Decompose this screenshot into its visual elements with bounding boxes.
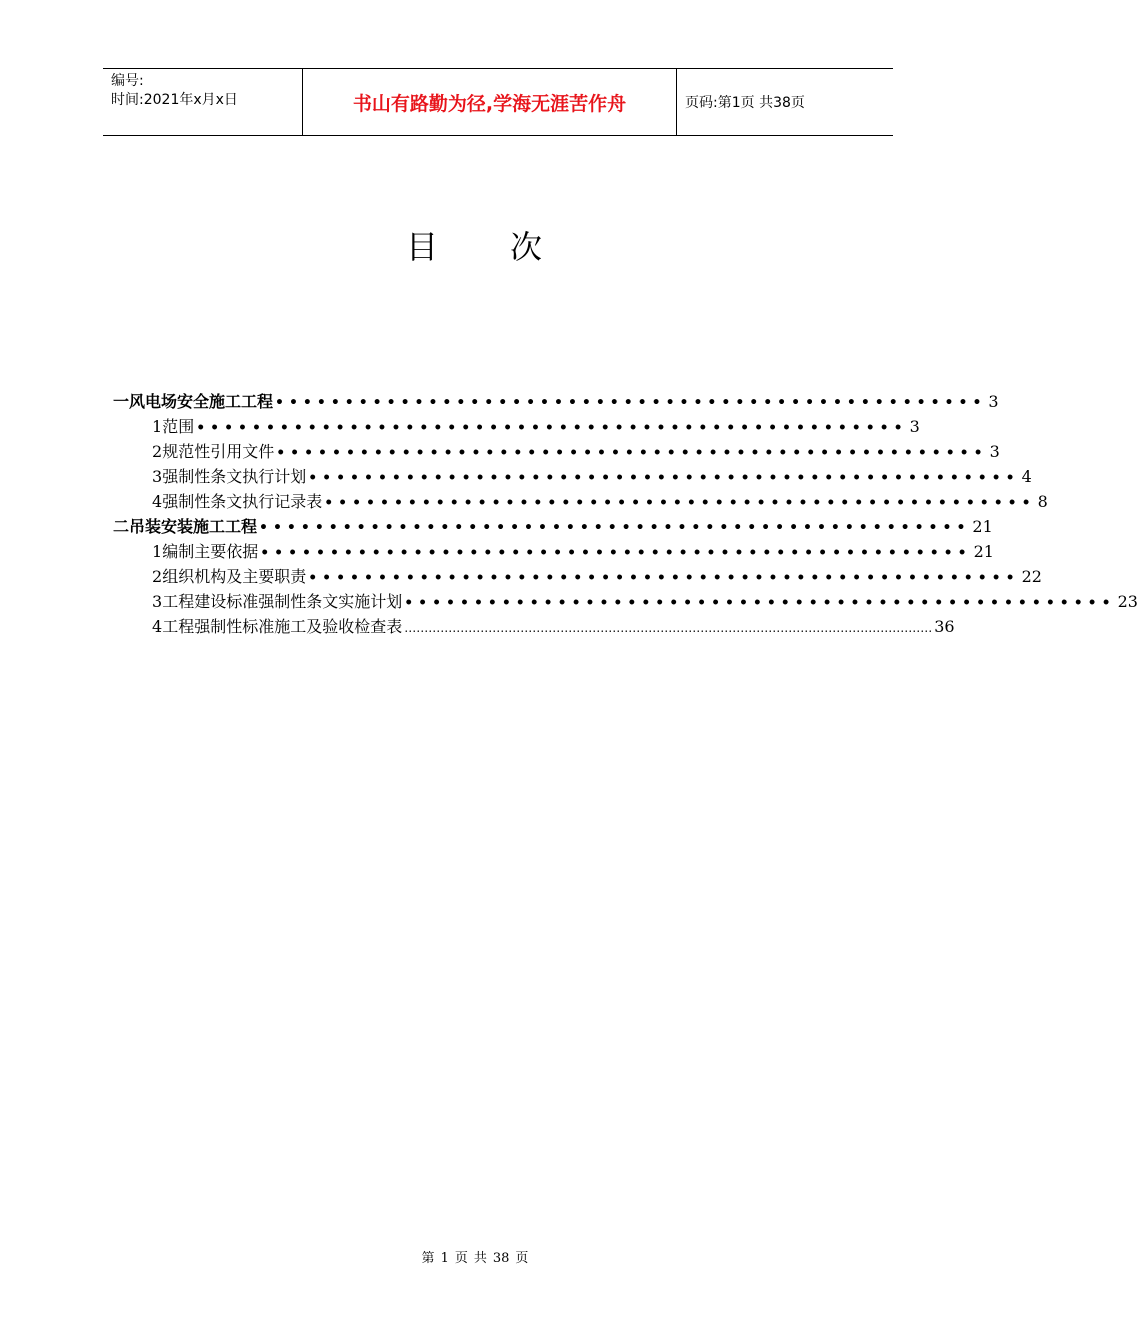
toc-dot-leader: ••••••••••••••••••••••••••••••••••••••••••••••••••• [275, 395, 987, 411]
toc-entry-number: 3 [152, 592, 163, 611]
toc-entry-number: 4 [152, 492, 163, 511]
toc-entry[interactable] [113, 539, 994, 564]
toc-entry[interactable] [113, 589, 1138, 614]
footer-word: 页 [454, 1251, 468, 1266]
header-meta [103, 69, 303, 135]
toc-entry[interactable] [113, 439, 1000, 464]
footer-word: 共 [473, 1251, 487, 1266]
toc-entry-label: 编制主要依据 [162, 542, 259, 561]
toc-entry-page: 8 [1037, 492, 1048, 511]
page-title [0, 222, 950, 268]
toc-entry-page: 4 [1021, 467, 1032, 486]
toc-entry-label: 组织机构及主要职责 [162, 567, 307, 586]
toc-dot-leader: ••••••••••••••••••••••••••••••••••••••••••••••••••• [308, 470, 1020, 486]
toc-entry-page: 22 [1021, 567, 1042, 586]
footer-word: 页 [515, 1251, 529, 1266]
toc-dot-leader: ••••••••••••••••••••••••••••••••••••••••••••••••••• [404, 595, 1116, 611]
toc-entry-label: 强制性条文执行计划 [162, 467, 307, 486]
toc-dot-leader: …………………………………………………………………………………………………………………… [404, 621, 933, 635]
toc-entry-number: 1 [152, 542, 163, 561]
toc-entry[interactable] [113, 414, 920, 439]
toc-dot-leader: ••••••••••••••••••••••••••••••••••••••••••••••••••• [196, 420, 908, 436]
toc-entry-number: 2 [152, 567, 163, 586]
header-motto: 书山有路勤为径,学海无涯苦作舟 [303, 69, 677, 135]
toc-entry-page: 3 [909, 417, 920, 436]
toc-entry-page: 3 [989, 442, 1000, 461]
toc-entry-number: 4 [152, 617, 163, 636]
toc-entry-page: 23 [1117, 592, 1138, 611]
toc-entry-number: 一 [113, 392, 130, 411]
toc-dot-leader: ••••••••••••••••••••••••••••••••••••••••••••••••••• [260, 545, 972, 561]
toc-entry-page: 21 [972, 517, 993, 536]
toc-entry-label: 范围 [162, 417, 195, 436]
toc-entry-label: 风电场安全施工工程 [129, 392, 274, 411]
title-char-1: 目 [405, 228, 440, 266]
document-number-label: 编号: [111, 73, 144, 89]
toc-entry-label: 工程建设标准强制性条文实施计划 [162, 592, 403, 611]
toc-entry-page: 3 [988, 392, 999, 411]
toc-dot-leader: ••••••••••••••••••••••••••••••••••••••••••••••••••• [259, 520, 971, 536]
toc-entry[interactable] [113, 389, 999, 414]
toc-entry[interactable] [113, 514, 993, 539]
toc-entry-number: 2 [152, 442, 163, 461]
footer-page-number: 1 [440, 1251, 449, 1266]
toc-entry-number: 3 [152, 467, 163, 486]
toc-entry-number: 1 [152, 417, 163, 436]
toc-entry-page: 36 [934, 617, 955, 636]
toc-entry-label: 强制性条文执行记录表 [162, 492, 323, 511]
footer-word: 第 [421, 1251, 435, 1266]
footer-total-pages: 38 [492, 1251, 510, 1266]
toc-entry-page: 21 [973, 542, 994, 561]
page-footer [0, 1247, 950, 1266]
title-char-2: 次 [510, 228, 545, 266]
toc-dot-leader: ••••••••••••••••••••••••••••••••••••••••••••••••••• [324, 495, 1036, 511]
document-time-label: 时间:2021年x月x日 [111, 92, 238, 108]
toc-entry-label: 吊装安装施工工程 [129, 517, 258, 536]
toc-dot-leader: ••••••••••••••••••••••••••••••••••••••••••••••••••• [276, 445, 988, 461]
header-page-info: 页码:第1页 共38页 [685, 95, 805, 111]
toc-entry[interactable] [113, 614, 955, 639]
toc-entry[interactable] [113, 564, 1042, 589]
toc-dot-leader: ••••••••••••••••••••••••••••••••••••••••••••••••••• [308, 570, 1020, 586]
toc-entry-number: 二 [113, 517, 130, 536]
toc-entry-label: 工程强制性标准施工及验收检查表 [162, 617, 403, 636]
table-of-contents [113, 389, 1138, 639]
page-header [103, 68, 893, 136]
toc-entry[interactable] [113, 464, 1032, 489]
toc-entry-label: 规范性引用文件 [162, 442, 275, 461]
toc-entry[interactable] [113, 489, 1048, 514]
